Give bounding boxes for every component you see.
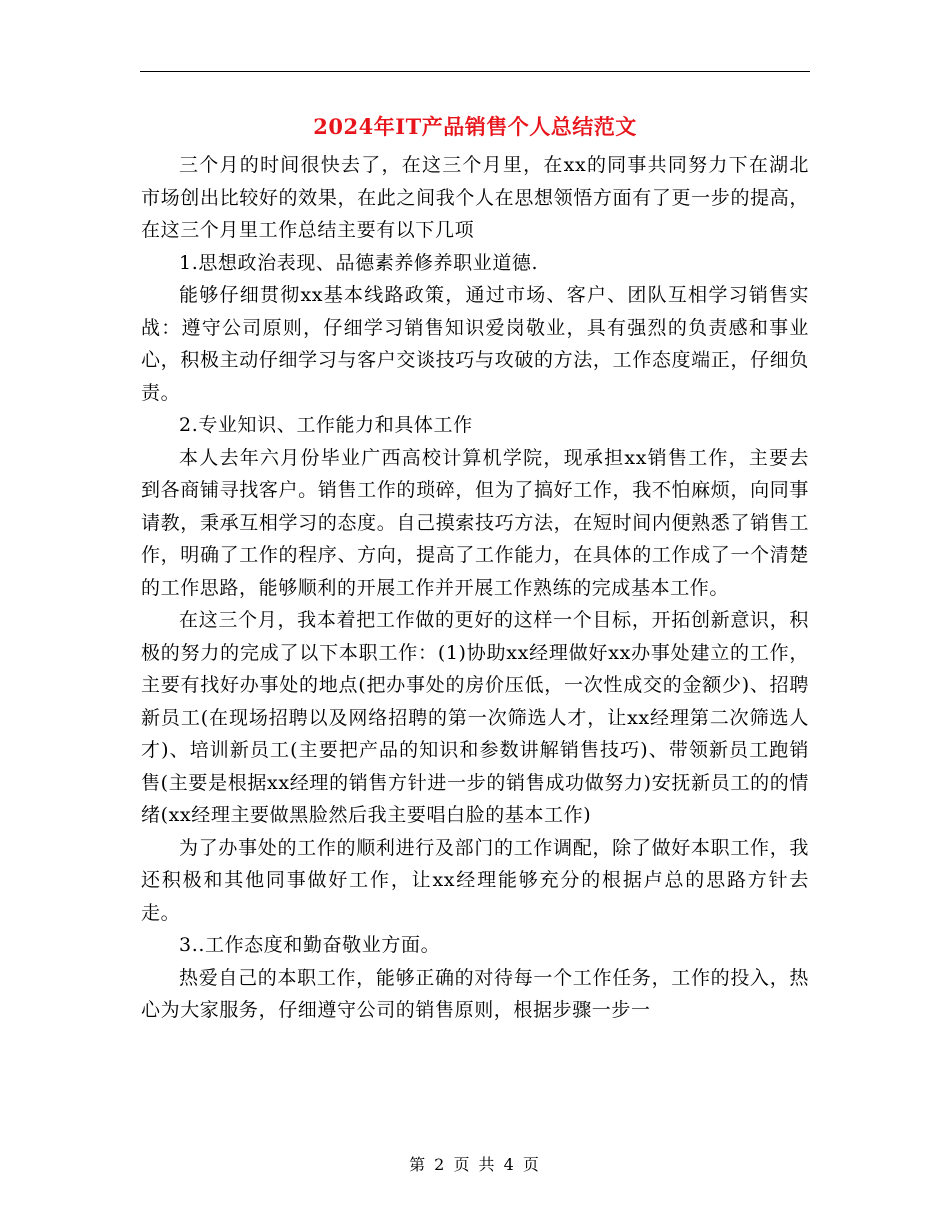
- paragraph: 为了办事处的工作的顺利进行及部门的工作调配，除了做好本职工作，我还积极和其他同事做好工作，让xx经理能够充分的根据卢总的思路方针去走。: [141, 836, 809, 924]
- section-heading: 3..工作态度和勤奋敬业方面。: [179, 934, 441, 956]
- paragraph: 能够仔细贯彻xx基本线路政策，通过市场、客户、团队互相学习销售实战：遵守公司原则，仔细学习销售知识爱岗敬业，具有强烈的负责感和事业心，积极主动仔细学习与客户交谈技巧与攻破的方法，工作态度端正，仔细负责。: [141, 284, 809, 404]
- paragraph: 热爱自己的本职工作，能够正确的对待每一个工作任务，工作的投入，热心为大家服务，仔细遵守公司的销售原则，根据步骤一步一: [141, 966, 809, 1021]
- document-body: [141, 149, 809, 1027]
- page-footer: 第 2 页 共 4 页: [409, 1155, 541, 1174]
- header-rule: [140, 71, 810, 72]
- section-heading: 2.专业知识、工作能力和具体工作: [179, 414, 473, 436]
- page-title: 2024年IT产品销售个人总结范文: [313, 114, 637, 139]
- paragraph: 在这三个月，我本着把工作做的更好的这样一个目标，开拓创新意识，积极的努力的完成了以下本职工作：(1)协助xx经理做好xx办事处建立的工作，主要有找好办事处的地点(把办事处的房价压低，一次性成交的金额少)、招聘新员工(在现场招聘以及网络招聘的第一次筛选人才，让xx经理第二次筛选人才)、培训新员工(主要把产品的知识和参数讲解销售技巧)、带领新员工跑销售(主要是根据xx经理的销售方针进一步的销售成功做努力)安抚新员工的的情绪(xx经理主要做黑脸然后我主要唱白脸的基本工作): [141, 609, 809, 826]
- paragraph: 本人去年六月份毕业广西高校计算机学院，现承担xx销售工作，主要去到各商铺寻找客户。销售工作的琐碎，但为了搞好工作，我不怕麻烦，向同事请教，秉承互相学习的态度。自己摸索技巧方法，在短时间内便熟悉了销售工作，明确了工作的程序、方向，提高了工作能力，在具体的工作成了一个清楚的工作思路，能够顺利的开展工作并开展工作熟练的完成基本工作。: [141, 446, 809, 599]
- section-heading: 1.思想政治表现、品德素养修养职业道德.: [179, 251, 539, 274]
- paragraph: 三个月的时间很快去了，在这三个月里，在xx的同事共同努力下在湖北市场创出比较好的效果，在此之间我个人在思想领悟方面有了更一步的提高，在这三个月里工作总结主要有以下几项: [141, 154, 809, 241]
